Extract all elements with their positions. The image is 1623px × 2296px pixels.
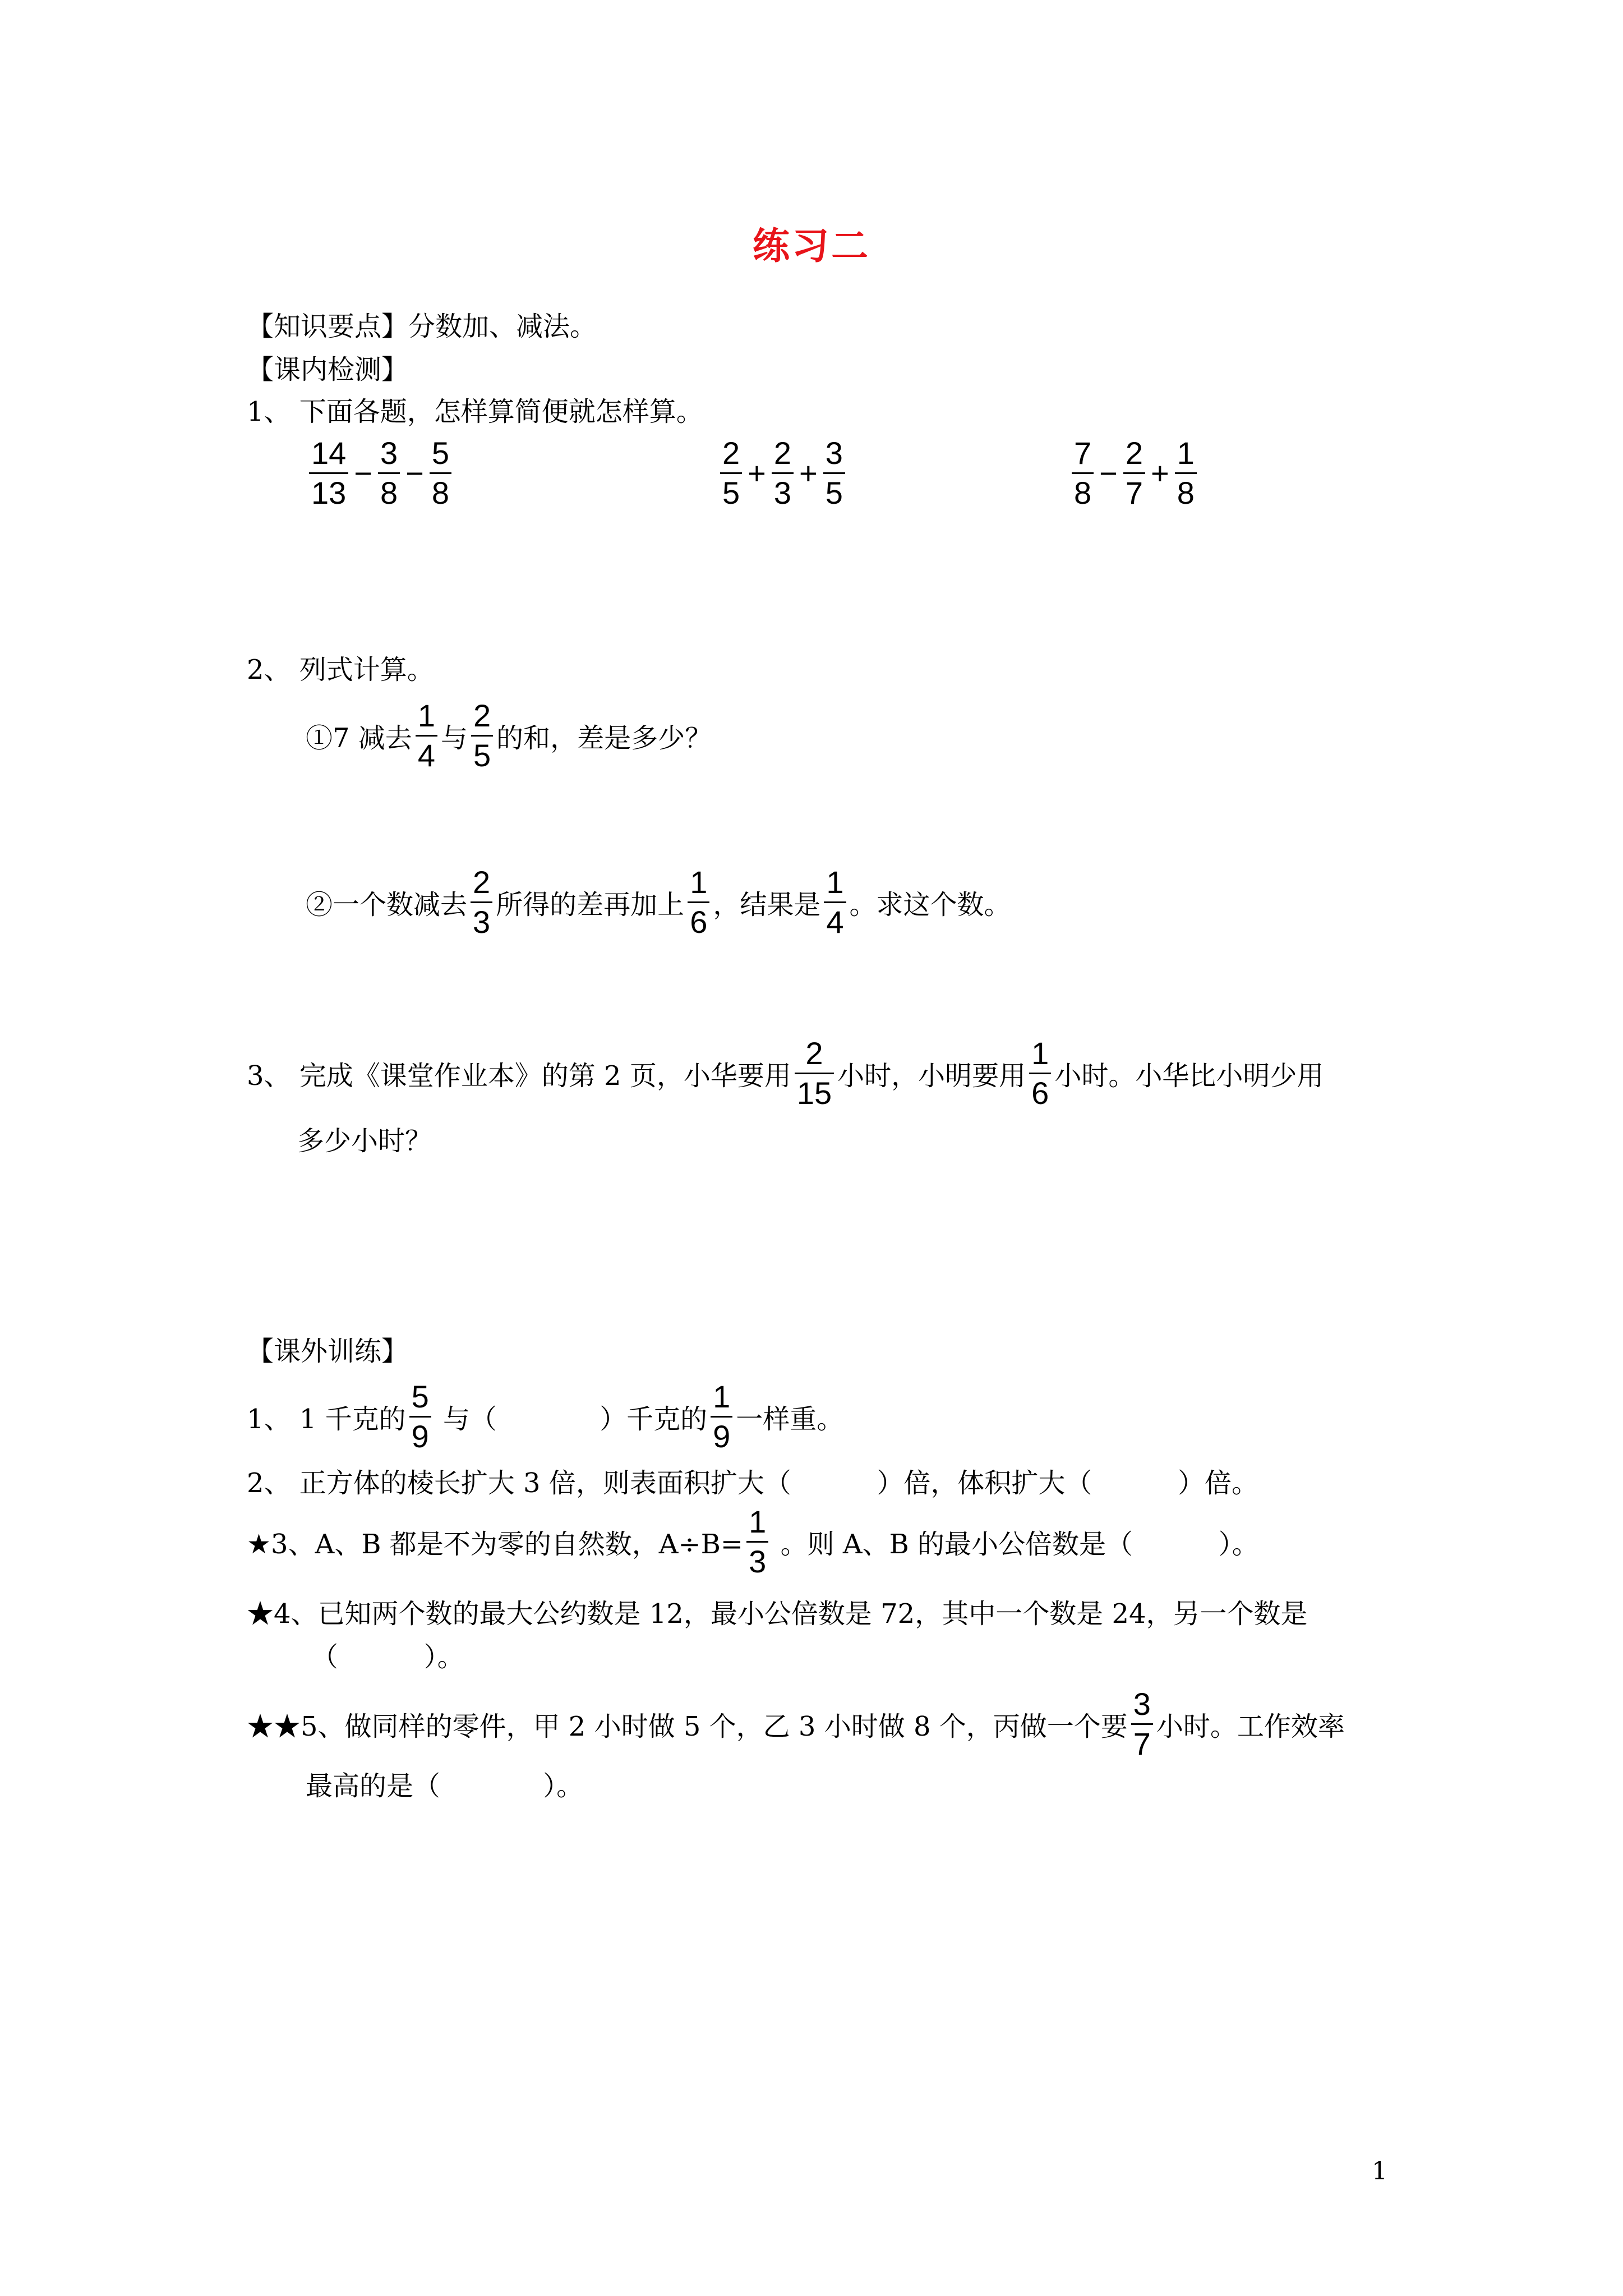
fraction: $\frac{1}{9}$ [711, 1381, 732, 1452]
q1-expression-3 [1068, 435, 1200, 510]
knowledge-points [247, 313, 597, 340]
question-2-text: 2、 列式计算。 [247, 654, 434, 685]
text: 与 [440, 723, 468, 754]
page-title: 练习二 [753, 224, 870, 268]
operator: + [1151, 455, 1169, 491]
question-3 [247, 1038, 1324, 1109]
fraction: $\frac{7}{8}$ [1072, 438, 1094, 509]
fraction: $\frac{1}{6}$ [688, 867, 709, 938]
text: 与（ ）千克的 [434, 1404, 708, 1435]
text: ，结果是 [713, 889, 821, 921]
question-3-line-2: 多少小时？ [297, 1125, 432, 1157]
q1-expression-2 [717, 435, 849, 510]
text: 1、 1 千克的 [247, 1404, 406, 1435]
text: 3、 完成《课堂作业本》的第 2 页，小华要用 [247, 1060, 791, 1092]
knowledge-label: 【知识要点】 [247, 311, 409, 342]
exercise-5-line-2: 最高的是（ ）。 [306, 1770, 584, 1802]
text: 小时。工作效率 [1156, 1711, 1345, 1742]
fraction: $\frac{1}{6}$ [1029, 1038, 1051, 1109]
fraction: $\frac{2}{3}$ [471, 867, 492, 938]
operator: − [405, 455, 424, 491]
exercise-4-line-2: （ ）。 [311, 1641, 464, 1673]
operator: − [1099, 455, 1118, 491]
fraction: $\frac{2}{5}$ [471, 700, 493, 771]
operator: − [354, 455, 372, 491]
fraction: $\frac{1}{4}$ [824, 867, 846, 938]
fraction: $\frac{2}{5}$ [720, 438, 742, 509]
text: 的和，差是多少？ [496, 723, 712, 754]
text: 小时。小华比小明少用 [1054, 1060, 1324, 1092]
text: 小时，小明要用 [837, 1060, 1026, 1092]
text: 所得的差再加上 [496, 889, 685, 921]
question-1-text: 1、 下面各题，怎样算简便就怎样算。 [247, 396, 703, 427]
text: ★3、A、B 都是不为零的自然数，A÷B= [247, 1529, 744, 1560]
exercise-3 [247, 1506, 1259, 1577]
question-2a [306, 700, 712, 771]
fraction: $\frac{1}{3}$ [746, 1506, 768, 1577]
operator: + [799, 455, 818, 491]
fraction: $\frac{2}{15}$ [795, 1038, 834, 1109]
exercise-1 [247, 1381, 843, 1452]
page-number: 1 [1372, 2157, 1387, 2185]
fraction: $\frac{1}{4}$ [416, 700, 437, 771]
fraction: $\frac{5}{8}$ [430, 438, 451, 509]
exercise-5 [247, 1688, 1345, 1760]
in-class-heading: 【课内检测】 [247, 354, 409, 385]
operator: + [748, 455, 766, 491]
q1-expression-1 [306, 435, 455, 510]
text: 一样重。 [736, 1404, 844, 1435]
text: ★★5、做同样的零件，甲 2 小时做 5 个，乙 3 小时做 8 个，丙做一个要 [247, 1711, 1128, 1742]
fraction: $\frac{14}{13}$ [309, 438, 348, 509]
text: ①7 减去 [306, 723, 412, 754]
question-2b [306, 864, 1011, 940]
fraction: $\frac{2}{7}$ [1123, 438, 1145, 509]
text: 。则 A、B 的最小公倍数是（ ）。 [772, 1529, 1259, 1560]
text: ②一个数减去 [306, 889, 468, 921]
exercise-4-line-1: ★4、已知两个数的最大公约数是 12，最小公倍数是 72，其中一个数是 24，另一个数是 [247, 1598, 1308, 1630]
fraction: $\frac{2}{3}$ [772, 438, 794, 509]
out-class-heading: 【课外训练】 [247, 1336, 409, 1367]
exercise-2: 2、 正方体的棱长扩大 3 倍，则表面积扩大（ ）倍，体积扩大（ ）倍。 [247, 1467, 1259, 1499]
text: 。求这个数。 [849, 889, 1011, 921]
fraction: $\frac{3}{7}$ [1131, 1688, 1153, 1760]
fraction: $\frac{3}{5}$ [823, 438, 845, 509]
fraction: $\frac{1}{8}$ [1175, 438, 1197, 509]
fraction: $\frac{3}{8}$ [378, 438, 400, 509]
fraction: $\frac{5}{9}$ [409, 1381, 431, 1452]
knowledge-text: 分数加、减法。 [408, 311, 597, 342]
